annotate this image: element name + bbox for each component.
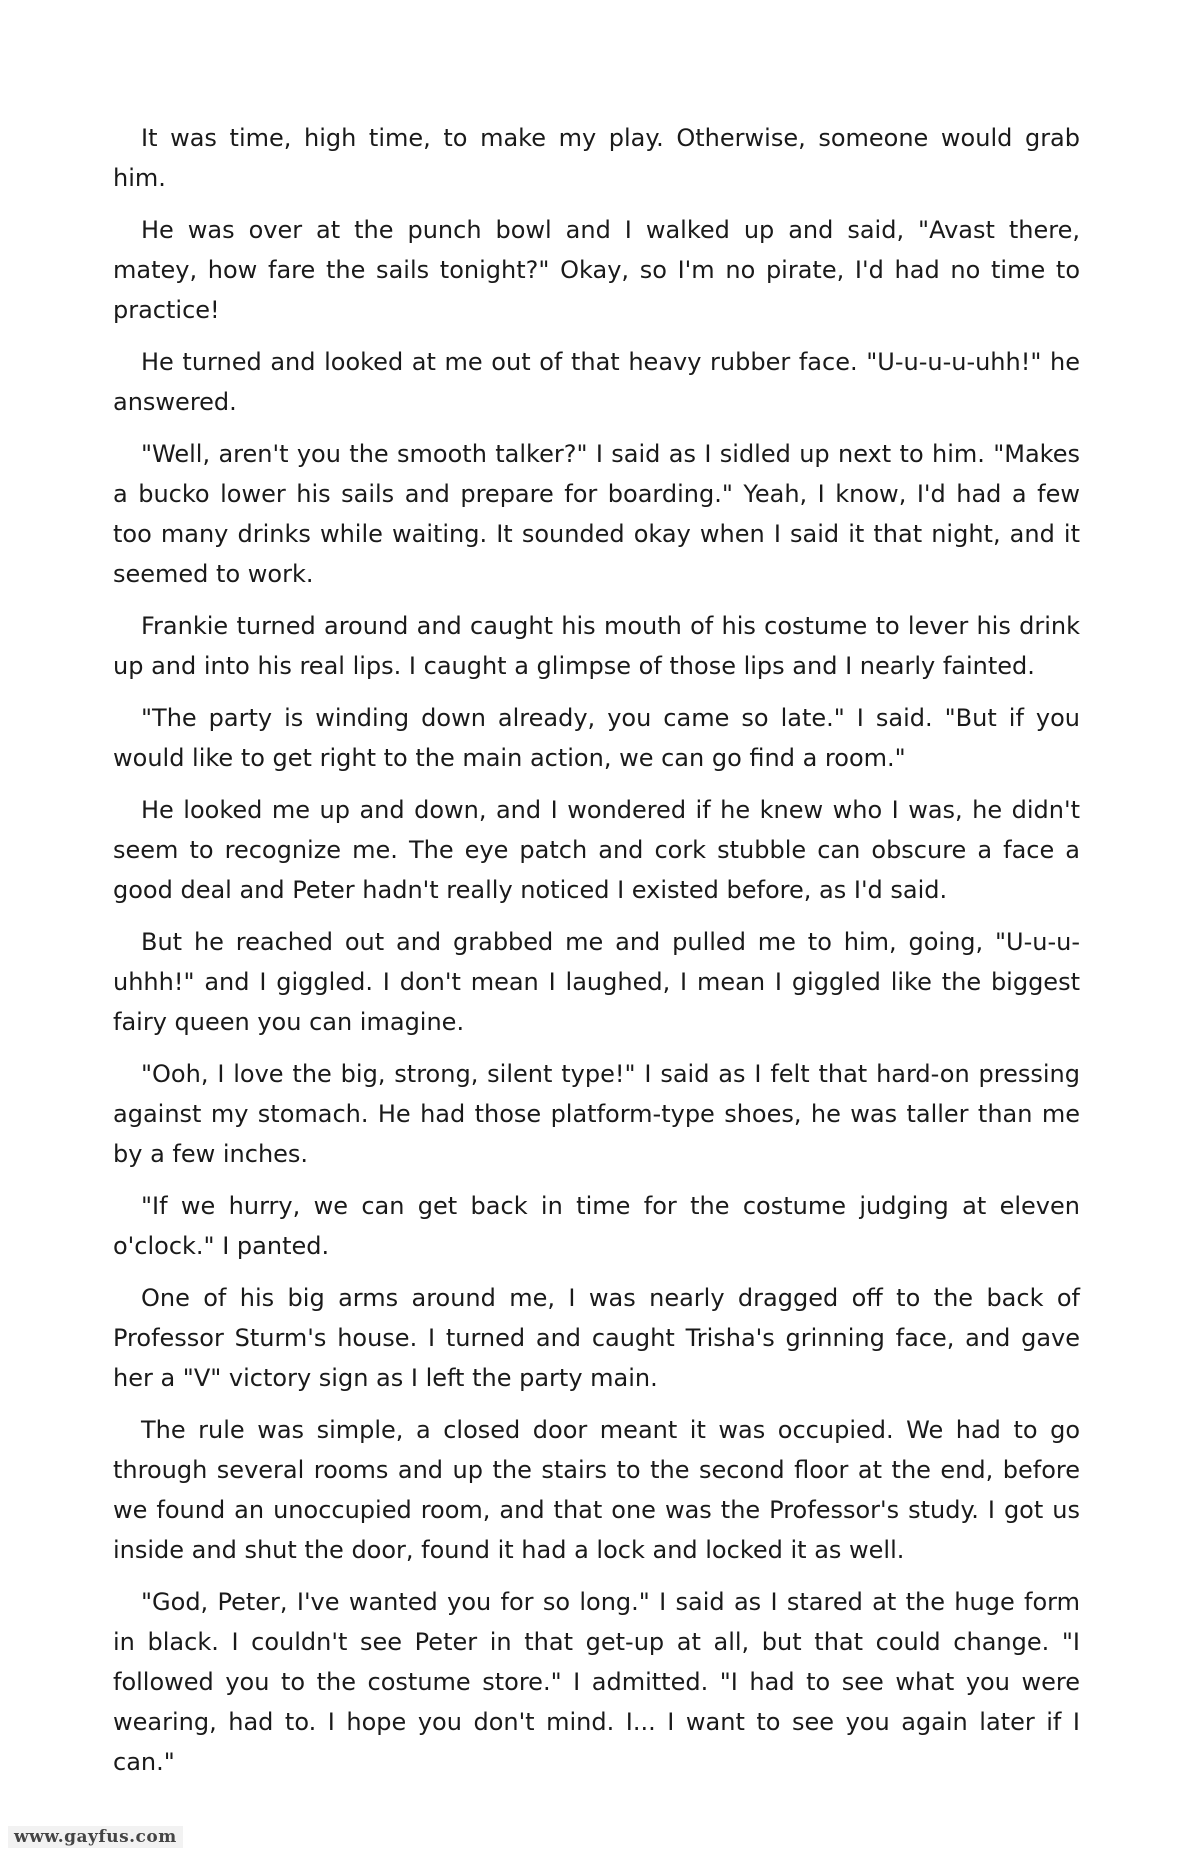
paragraph: "God, Peter, I've wanted you for so long." I said as I stared at the huge form in black. I couldn't see Peter in that get-up at all, but that could change. "I followed you to the costume store." I admitted. "I had to see what you were wearing, had to. I hope you don't mind. I... I want to see you again later if I can." <box>113 1588 1080 1776</box>
paragraph: Frankie turned around and caught his mouth of his costume to lever his drink up and into his real lips. I caught a glimpse of those lips and I nearly fainted. <box>113 612 1080 680</box>
site-watermark: www.gayfus.com <box>8 1826 183 1848</box>
paragraph: "Well, aren't you the smooth talker?" I said as I sidled up next to him. "Makes a bucko lower his sails and prepare for boarding." Yeah, I know, I'd had a few too many drinks while waiting. It sounded okay when I said it that night, and it seemed to work. <box>113 440 1080 588</box>
paragraph: He was over at the punch bowl and I walked up and said, "Avast there, matey, how fare the sails tonight?" Okay, so I'm no pirate, I'd had no time to practice! <box>113 216 1080 324</box>
paragraph: But he reached out and grabbed me and pulled me to him, going, "U-u-u-uhhh!" and I giggled. I don't mean I laughed, I mean I giggled like the biggest fairy queen you can imagine. <box>113 928 1080 1036</box>
body-text <box>113 118 1080 1794</box>
paragraph: He looked me up and down, and I wondered if he knew who I was, he didn't seem to recognize me. The eye patch and cork stubble can obscure a face a good deal and Peter hadn't really noticed I existed before, as I'd said. <box>113 796 1080 904</box>
paragraph: The rule was simple, a closed door meant it was occupied. We had to go through several rooms and up the stairs to the second floor at the end, before we found an unoccupied room, and that one was the Professor's study. I got us inside and shut the door, found it had a lock and locked it as well. <box>113 1416 1080 1564</box>
paragraph: It was time, high time, to make my play. Otherwise, someone would grab him. <box>113 124 1080 192</box>
paragraph: He turned and looked at me out of that heavy rubber face. "U-u-u-u-uhh!" he answered. <box>113 348 1080 416</box>
paragraph: "The party is winding down already, you came so late." I said. "But if you would like to get right to the main action, we can go find a room." <box>113 704 1080 772</box>
paragraph: "Ooh, I love the big, strong, silent type!" I said as I felt that hard-on pressing against my stomach. He had those platform-type shoes, he was taller than me by a few inches. <box>113 1060 1080 1168</box>
paragraph: One of his big arms around me, I was nearly dragged off to the back of Professor Sturm's house. I turned and caught Trisha's grinning face, and gave her a "V" victory sign as I left the party main. <box>113 1284 1080 1392</box>
paragraph: "If we hurry, we can get back in time for the costume judging at eleven o'clock." I panted. <box>113 1192 1080 1260</box>
